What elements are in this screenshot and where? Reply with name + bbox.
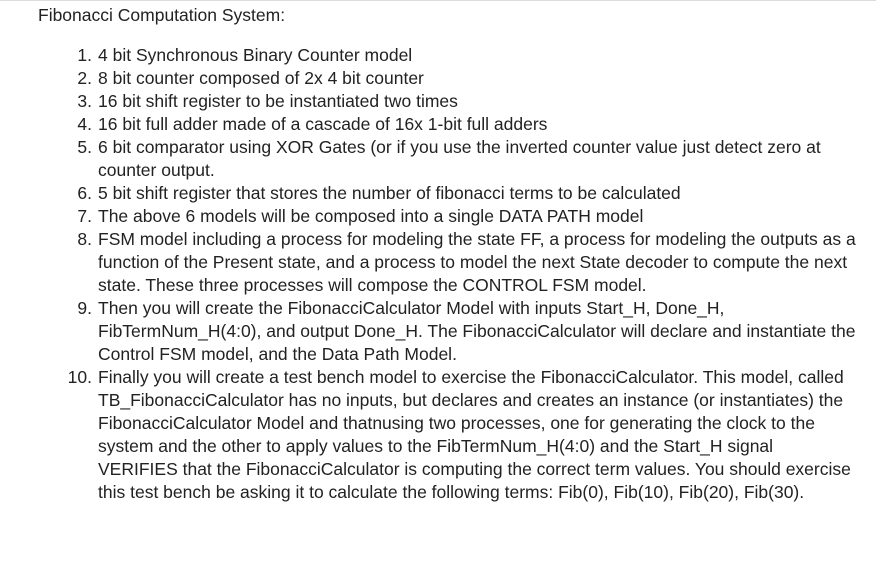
list-item-text: The above 6 models will be composed into a single DATA PATH model [98,206,644,226]
list-item [38,182,868,205]
list-item-text: FSM model including a process for modeling the state FF, a process for modeling the outputs as a function of the Present state, and a process to model the next State decoder to compute the next state. These three processes will compose the CONTROL FSM model. [98,229,856,295]
list-item-text: 6 bit comparator using XOR Gates (or if you use the inverted counter value just detect zero at counter output. [98,137,821,180]
list-item-text: Then you will create the FibonacciCalculator Model with inputs Start_H, Done_H, FibTermNum_H(4:0), and output Done_H. The FibonacciCalculator will declare and instantiate the Control FSM model, and the Data Path Model. [98,298,856,364]
list-item [38,90,868,113]
document [38,4,868,504]
list-item-number: 8. [77,229,92,249]
list-item [38,205,868,228]
list-item-number: 7. [77,206,92,226]
top-divider [0,0,876,1]
list-item-number: 5. [77,137,92,157]
list-item-text: 5 bit shift register that stores the number of fibonacci terms to be calculated [98,183,681,203]
list-item-text: 8 bit counter composed of 2x 4 bit counter [98,68,424,88]
list-item [38,297,868,366]
list-item-number: 4. [77,114,92,134]
list-item-number: 2. [77,68,92,88]
list-item [38,228,868,297]
list-item [38,67,868,90]
list-item-number: 1. [77,45,92,65]
list-item-text: Finally you will create a test bench model to exercise the FibonacciCalculator. This model, called TB_FibonacciCalculator has no inputs, but declares and creates an instance (or instantiates) the FibonacciCalculator Model and thatnusing two processes, one for generating the clock to the system and the other to apply values to the FibTermNum_H(4:0) and the Start_H signal VERIFIES that the FibonacciCalculator is computing the correct term values. You should exercise this test bench be asking it to calculate the following terms: Fib(0), Fib(10), Fib(20), Fib(30). [98,367,851,502]
list-item-number: 9. [77,298,92,318]
list-item-number: 10. [67,367,92,387]
numbered-list [38,44,868,504]
list-item [38,366,868,504]
list-item-text: 16 bit full adder made of a cascade of 16x 1-bit full adders [98,114,548,134]
list-item-number: 3. [77,91,92,111]
list-item [38,136,868,182]
list-item [38,44,868,67]
list-item [38,113,868,136]
document-title: Fibonacci Computation System: [38,5,286,25]
list-item-number: 6. [77,183,92,203]
list-item-text: 16 bit shift register to be instantiated two times [98,91,458,111]
list-item-text: 4 bit Synchronous Binary Counter model [98,45,413,65]
